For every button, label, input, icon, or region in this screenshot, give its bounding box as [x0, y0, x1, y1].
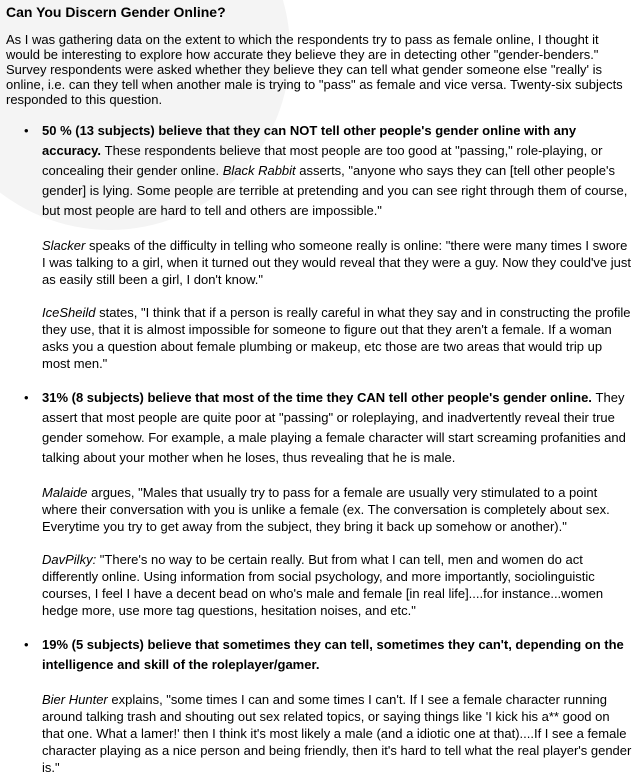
- list-item: [24, 388, 632, 619]
- respondent-name: Bier Hunter: [42, 692, 112, 707]
- finding-text: They assert that most people are quite poor at "passing" or roleplaying, and inadvertently reveal their true gender somehow. For example, a male playing a female character will start screaming profanities and talking about your mother when he loses, thus revealing that he is male.: [42, 390, 626, 465]
- finding-heading: 31% (8 subjects) believe that most of the time they CAN tell other people's gender online.: [42, 390, 596, 405]
- respondent-name: Malaide: [42, 485, 92, 500]
- quote-text: explains, "some times I can and some times I can't. If I see a female character running around talking trash and shouting out sex related topics, or saying things like 'I kick his a** good on that one. What a lamer!' then I think it's most likely a male (and a idiotic one at that)....If I see a female character playing as a nice person and being friendly, then it's hard to tell what the real player's gender is.": [42, 692, 632, 775]
- list-item: [24, 635, 632, 776]
- bullet-icon: •: [24, 390, 29, 405]
- respondent-name: Black Rabbit: [222, 163, 300, 178]
- respondent-name: DavPilky:: [42, 552, 100, 567]
- findings-list: [6, 121, 632, 776]
- finding-heading: 50 % (13 subjects) believe that they can NOT tell other people's gender online with any accuracy.: [42, 123, 577, 158]
- finding-summary: [42, 635, 632, 675]
- quote-text: speaks of the difficulty in telling who someone really is online: "there were many times I swore I was talking to a girl, when it turned out they would reveal that they were a guy. Now they could've just as easily still been a girl, I don't know.": [42, 238, 631, 287]
- finding-summary: [42, 388, 632, 468]
- bullet-icon: •: [24, 637, 29, 652]
- quote-text: argues, "Males that usually try to pass for a female are usually very stimulated to a point where their conversation with you is unlike a female (ex. The conversation is completely about sex. Everytime you try to get away from the subject, they bring it back up somehow or another).": [42, 485, 610, 534]
- respondent-quote: [42, 304, 632, 372]
- respondent-name: Slacker: [42, 238, 89, 253]
- bullet-icon: •: [24, 123, 29, 138]
- finding-heading: 19% (5 subjects) believe that sometimes they can tell, sometimes they can't, depending on the intelligence and skill of the roleplayer/gamer.: [42, 637, 624, 672]
- respondent-quote: [42, 551, 632, 619]
- finding-quote: asserts, "anyone who says they can [tell other people's gender] is lying. Some people are terrible at pretending and you can see right through them of course, but most people are hard to tell and others are impossible.": [42, 163, 628, 218]
- quote-text: states, "I think that if a person is really careful in what they say and in constructing the profile they use, that it is almost impossible for someone to figure out that they aren't a female. If a woman asks you a question about female plumbing or makeup, etc those are two areas that would trip up most men.": [42, 305, 631, 371]
- respondent-name: IceSheild: [42, 305, 100, 320]
- respondent-quote: [42, 237, 632, 288]
- intro-paragraph: As I was gathering data on the extent to which the respondents try to pass as female online, I thought it would be interesting to explore how accurate they believe they are in detecting other "gender-benders." Survey respondents were asked whether they believe they can tell what gender someone else "really' is online, i.e. can they tell when another male is trying to "pass" as female and vice versa. Twenty-six subjects responded to this question.: [6, 32, 623, 107]
- finding-text: These respondents believe that most people are too good at "passing," role-playing, or concealing their gender online.: [42, 143, 603, 178]
- respondent-quote: [42, 484, 632, 535]
- list-item: [24, 121, 632, 372]
- page-title: Can You Discern Gender Online?: [6, 4, 226, 20]
- finding-summary: [42, 121, 632, 221]
- quote-text: "There's no way to be certain really. But from what I can tell, men and women do act differently online. Using information from social psychology, and more importantly, sociolinguistic courses, I feel I have a decent bead on who's male and female [in real life]....for instance...women hedge more, use more tag questions, hesitation noises, and etc.": [42, 552, 604, 618]
- respondent-quote: [42, 691, 632, 776]
